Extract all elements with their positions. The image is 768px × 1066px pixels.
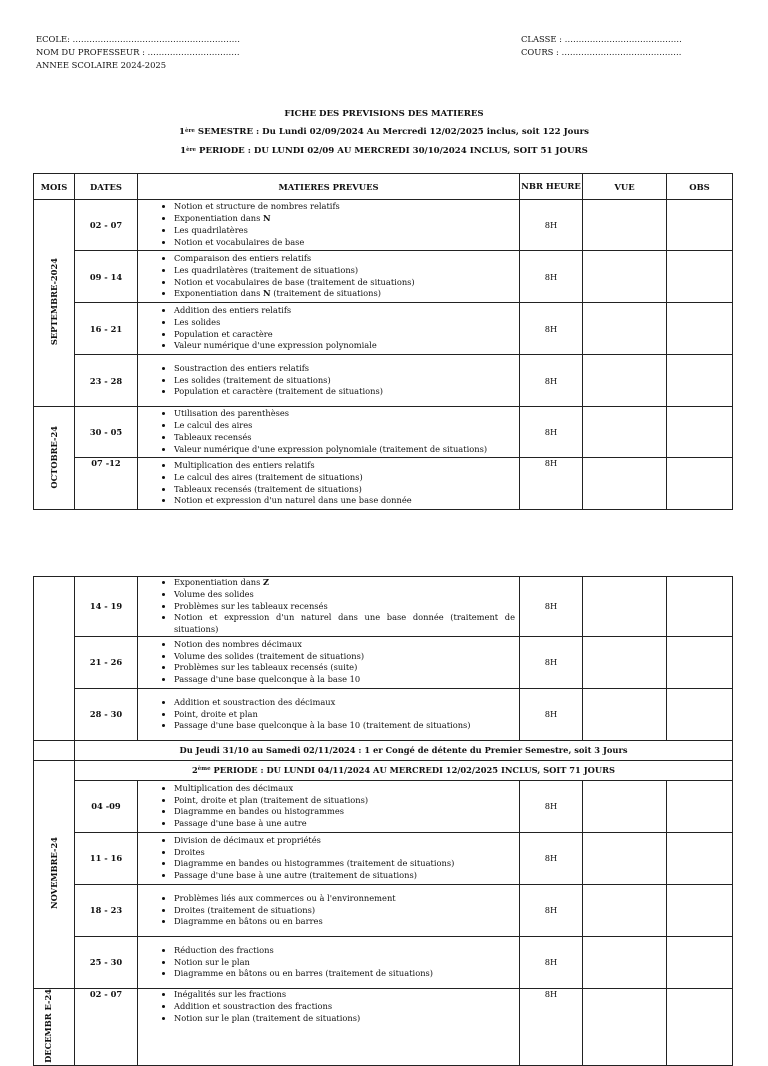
planning-table-2 (33, 576, 733, 1066)
list-item: • Le calcul des aires (174, 420, 515, 432)
vue-cell[interactable] (583, 303, 667, 355)
list-item: • Exponentiation dans N (174, 213, 515, 225)
hours-cell: 8H (520, 688, 583, 740)
topics-cell (138, 200, 520, 251)
table-row (34, 355, 733, 407)
list-item: • Valeur numérique d'une expression polynomiale (174, 340, 515, 352)
topics-cell (138, 688, 520, 740)
list-item: • Soustraction des entiers relatifs (174, 363, 515, 375)
list-item: • Comparaison des entiers relatifs (174, 253, 515, 265)
holiday-banner: Du Jeudi 31/10 au Samedi 02/11/2024 : 1 er Congé de détente du Premier Semestre, soit 3 Jours (75, 740, 733, 760)
vue-cell[interactable] (583, 458, 667, 510)
month-cell-november: NOVEMBRE-24 (34, 760, 75, 988)
planning-table-1 (33, 173, 733, 510)
hours-cell: 8H (520, 407, 583, 458)
hours-cell: 8H (520, 780, 583, 832)
vue-cell[interactable] (583, 577, 667, 637)
list-item: • Diagramme en bâtons ou en barres (traitement de situations) (174, 968, 515, 980)
list-item: • Passage d'une base quelconque à la base 10 (traitement de situations) (174, 720, 515, 732)
table-row (34, 988, 733, 1065)
hours-cell: 8H (520, 936, 583, 988)
list-item: • Point, droite et plan (traitement de situations) (174, 795, 515, 807)
list-item: • Exponentiation dans N (traitement de situations) (174, 288, 515, 300)
list-item: • Les quadrilatères (174, 225, 515, 237)
list-item: • Notion sur le plan (174, 957, 515, 969)
dates-cell: 11 - 16 (75, 832, 138, 884)
list-item: • Réduction des fractions (174, 945, 515, 957)
obs-cell[interactable] (667, 988, 733, 1065)
table-row (34, 636, 733, 688)
hours-cell: 8H (520, 577, 583, 637)
list-item: • Tableaux recensés (174, 432, 515, 444)
list-item: • Le calcul des aires (traitement de situations) (174, 472, 515, 484)
list-item: • Addition et soustraction des décimaux (174, 697, 515, 709)
vue-cell[interactable] (583, 936, 667, 988)
topics-cell (138, 458, 520, 510)
list-item: • Notion et expression d'un naturel dans une base donnée (traitement de situations) (174, 612, 515, 636)
list-item: • Droites (174, 847, 515, 859)
course-field: COURS : ……………………………………. (521, 47, 682, 57)
list-item: • Diagramme en bandes ou histogrammes (traitement de situations) (174, 858, 515, 870)
dates-cell: 14 - 19 (75, 577, 138, 637)
dates-cell: 07 -12 (75, 458, 138, 510)
hours-cell: 8H (520, 251, 583, 303)
dates-cell: 16 - 21 (75, 303, 138, 355)
table-row (34, 200, 733, 251)
month-cell-december: DECEMBR E-24 (34, 988, 75, 1065)
table-row (34, 688, 733, 740)
table-row (34, 832, 733, 884)
topics-cell (138, 355, 520, 407)
list-item: • Point, droite et plan (174, 709, 515, 721)
list-item: • Notion et expression d'un naturel dans une base donnée (174, 495, 515, 507)
list-item: • Passage d'une base quelconque à la base 10 (174, 674, 515, 686)
obs-cell[interactable] (667, 355, 733, 407)
obs-cell[interactable] (667, 688, 733, 740)
list-item: • Division de décimaux et propriétés (174, 835, 515, 847)
vue-cell[interactable] (583, 251, 667, 303)
col-matieres: MATIERES PREVUES (138, 174, 520, 200)
month-cell-september: SEPTEMBRE-2024 (34, 200, 75, 407)
list-item: • Inégalités sur les fractions (174, 989, 515, 1001)
list-item: • Diagramme en bâtons ou en barres (174, 916, 515, 928)
vue-cell[interactable] (583, 407, 667, 458)
list-item: • Passage d'une base à une autre (174, 818, 515, 830)
obs-cell[interactable] (667, 832, 733, 884)
list-item: • Valeur numérique d'une expression polynomiale (traitement de situations) (174, 444, 515, 456)
table-row (34, 780, 733, 832)
dates-cell: 23 - 28 (75, 355, 138, 407)
list-item: • Droites (traitement de situations) (174, 905, 515, 917)
hours-cell: 8H (520, 200, 583, 251)
list-item: • Les quadrilatères (traitement de situations) (174, 265, 515, 277)
month-cell-october: OCTOBRE-24 (34, 407, 75, 510)
hours-cell: 8H (520, 988, 583, 1065)
table-row (34, 303, 733, 355)
school-field: ECOLE: …………………………………………………… (36, 34, 241, 44)
list-item: • Volume des solides (174, 589, 515, 601)
obs-cell[interactable] (667, 636, 733, 688)
topics-cell (138, 988, 520, 1065)
list-item: • Problèmes liés aux commerces ou à l'environnement (174, 893, 515, 905)
table-row (34, 577, 733, 637)
teacher-field: NOM DU PROFESSEUR : …………………………… (36, 47, 240, 57)
empty-cell (34, 740, 75, 760)
list-item: • Les solides (174, 317, 515, 329)
vue-cell[interactable] (583, 636, 667, 688)
list-item: • Notion sur le plan (traitement de situations) (174, 1013, 515, 1025)
list-item: • Notion et vocabulaires de base (174, 237, 515, 249)
topics-cell (138, 884, 520, 936)
obs-cell[interactable] (667, 577, 733, 637)
period-1-line: 1ère PERIODE : DU LUNDI 02/09 AU MERCREDI 30/10/2024 INCLUS, SOIT 51 JOURS (180, 146, 588, 156)
list-item: • Multiplication des décimaux (174, 783, 515, 795)
dates-cell: 21 - 26 (75, 636, 138, 688)
topics-cell (138, 636, 520, 688)
obs-cell[interactable] (667, 780, 733, 832)
obs-cell[interactable] (667, 936, 733, 988)
list-item: • Volume des solides (traitement de situations) (174, 651, 515, 663)
list-item: • Population et caractère (174, 329, 515, 341)
dates-cell: 30 - 05 (75, 407, 138, 458)
topics-cell (138, 303, 520, 355)
col-dates: DATES (75, 174, 138, 200)
dates-cell: 09 - 14 (75, 251, 138, 303)
topics-cell (138, 832, 520, 884)
list-item: • Population et caractère (traitement de situations) (174, 386, 515, 398)
list-item: • Utilisation des parenthèses (174, 408, 515, 420)
topics-cell (138, 780, 520, 832)
obs-cell[interactable] (667, 303, 733, 355)
obs-cell[interactable] (667, 458, 733, 510)
vue-cell[interactable] (583, 780, 667, 832)
document-title: FICHE DES PREVISIONS DES MATIERES (284, 109, 484, 119)
vue-cell[interactable] (583, 355, 667, 407)
list-item: • Exponentiation dans Z (174, 577, 515, 589)
table-row (34, 251, 733, 303)
list-item: • Multiplication des entiers relatifs (174, 460, 515, 472)
school-year: ANNEE SCOLAIRE 2024-2025 (36, 60, 167, 70)
obs-cell[interactable] (667, 884, 733, 936)
hours-cell: 8H (520, 636, 583, 688)
topics-cell (138, 936, 520, 988)
vue-cell[interactable] (583, 988, 667, 1065)
dates-cell: 18 - 23 (75, 884, 138, 936)
hours-cell: 8H (520, 303, 583, 355)
hours-cell: 8H (520, 832, 583, 884)
hours-cell: 8H (520, 355, 583, 407)
topics-cell (138, 577, 520, 637)
list-item: • Problèmes sur les tableaux recensés (174, 601, 515, 613)
list-item: • Addition des entiers relatifs (174, 305, 515, 317)
period-2-banner: 2ème PERIODE : DU LUNDI 04/11/2024 AU MERCREDI 12/02/2025 INCLUS, SOIT 71 JOURS (75, 760, 733, 780)
obs-cell[interactable] (667, 200, 733, 251)
dates-cell: 28 - 30 (75, 688, 138, 740)
obs-cell[interactable] (667, 407, 733, 458)
period-2-row (34, 760, 733, 780)
dates-cell: 25 - 30 (75, 936, 138, 988)
list-item: • Notion des nombres décimaux (174, 639, 515, 651)
dates-cell: 02 - 07 (75, 200, 138, 251)
col-nbr-heure: NBR HEURE (520, 174, 583, 200)
dates-cell: 02 - 07 (75, 988, 138, 1065)
list-item: • Les solides (traitement de situations) (174, 375, 515, 387)
class-field: CLASSE : …………………………………… (521, 34, 682, 44)
table-row (34, 936, 733, 988)
col-mois: MOIS (34, 174, 75, 200)
holiday-row (34, 740, 733, 760)
list-item: • Problèmes sur les tableaux recensés (suite) (174, 662, 515, 674)
col-vue: VUE (583, 174, 667, 200)
table-row (34, 458, 733, 510)
month-cell-october-cont (34, 577, 75, 741)
topics-cell (138, 251, 520, 303)
vue-cell[interactable] (583, 884, 667, 936)
dates-cell: 04 -09 (75, 780, 138, 832)
vue-cell[interactable] (583, 200, 667, 251)
table-row (34, 884, 733, 936)
col-obs: OBS (667, 174, 733, 200)
semester-line: 1ère SEMESTRE : Du Lundi 02/09/2024 Au Mercredi 12/02/2025 inclus, soit 122 Jours (179, 127, 589, 137)
table-header-row (34, 174, 733, 200)
table-row (34, 407, 733, 458)
list-item: • Notion et structure de nombres relatifs (174, 201, 515, 213)
vue-cell[interactable] (583, 832, 667, 884)
vue-cell[interactable] (583, 688, 667, 740)
list-item: • Diagramme en bandes ou histogrammes (174, 806, 515, 818)
list-item: • Notion et vocabulaires de base (traitement de situations) (174, 277, 515, 289)
list-item: • Addition et soustraction des fractions (174, 1001, 515, 1013)
hours-cell: 8H (520, 884, 583, 936)
topics-cell (138, 407, 520, 458)
list-item: • Passage d'une base à une autre (traitement de situations) (174, 870, 515, 882)
hours-cell: 8H (520, 458, 583, 510)
list-item: • Tableaux recensés (traitement de situations) (174, 484, 515, 496)
obs-cell[interactable] (667, 251, 733, 303)
